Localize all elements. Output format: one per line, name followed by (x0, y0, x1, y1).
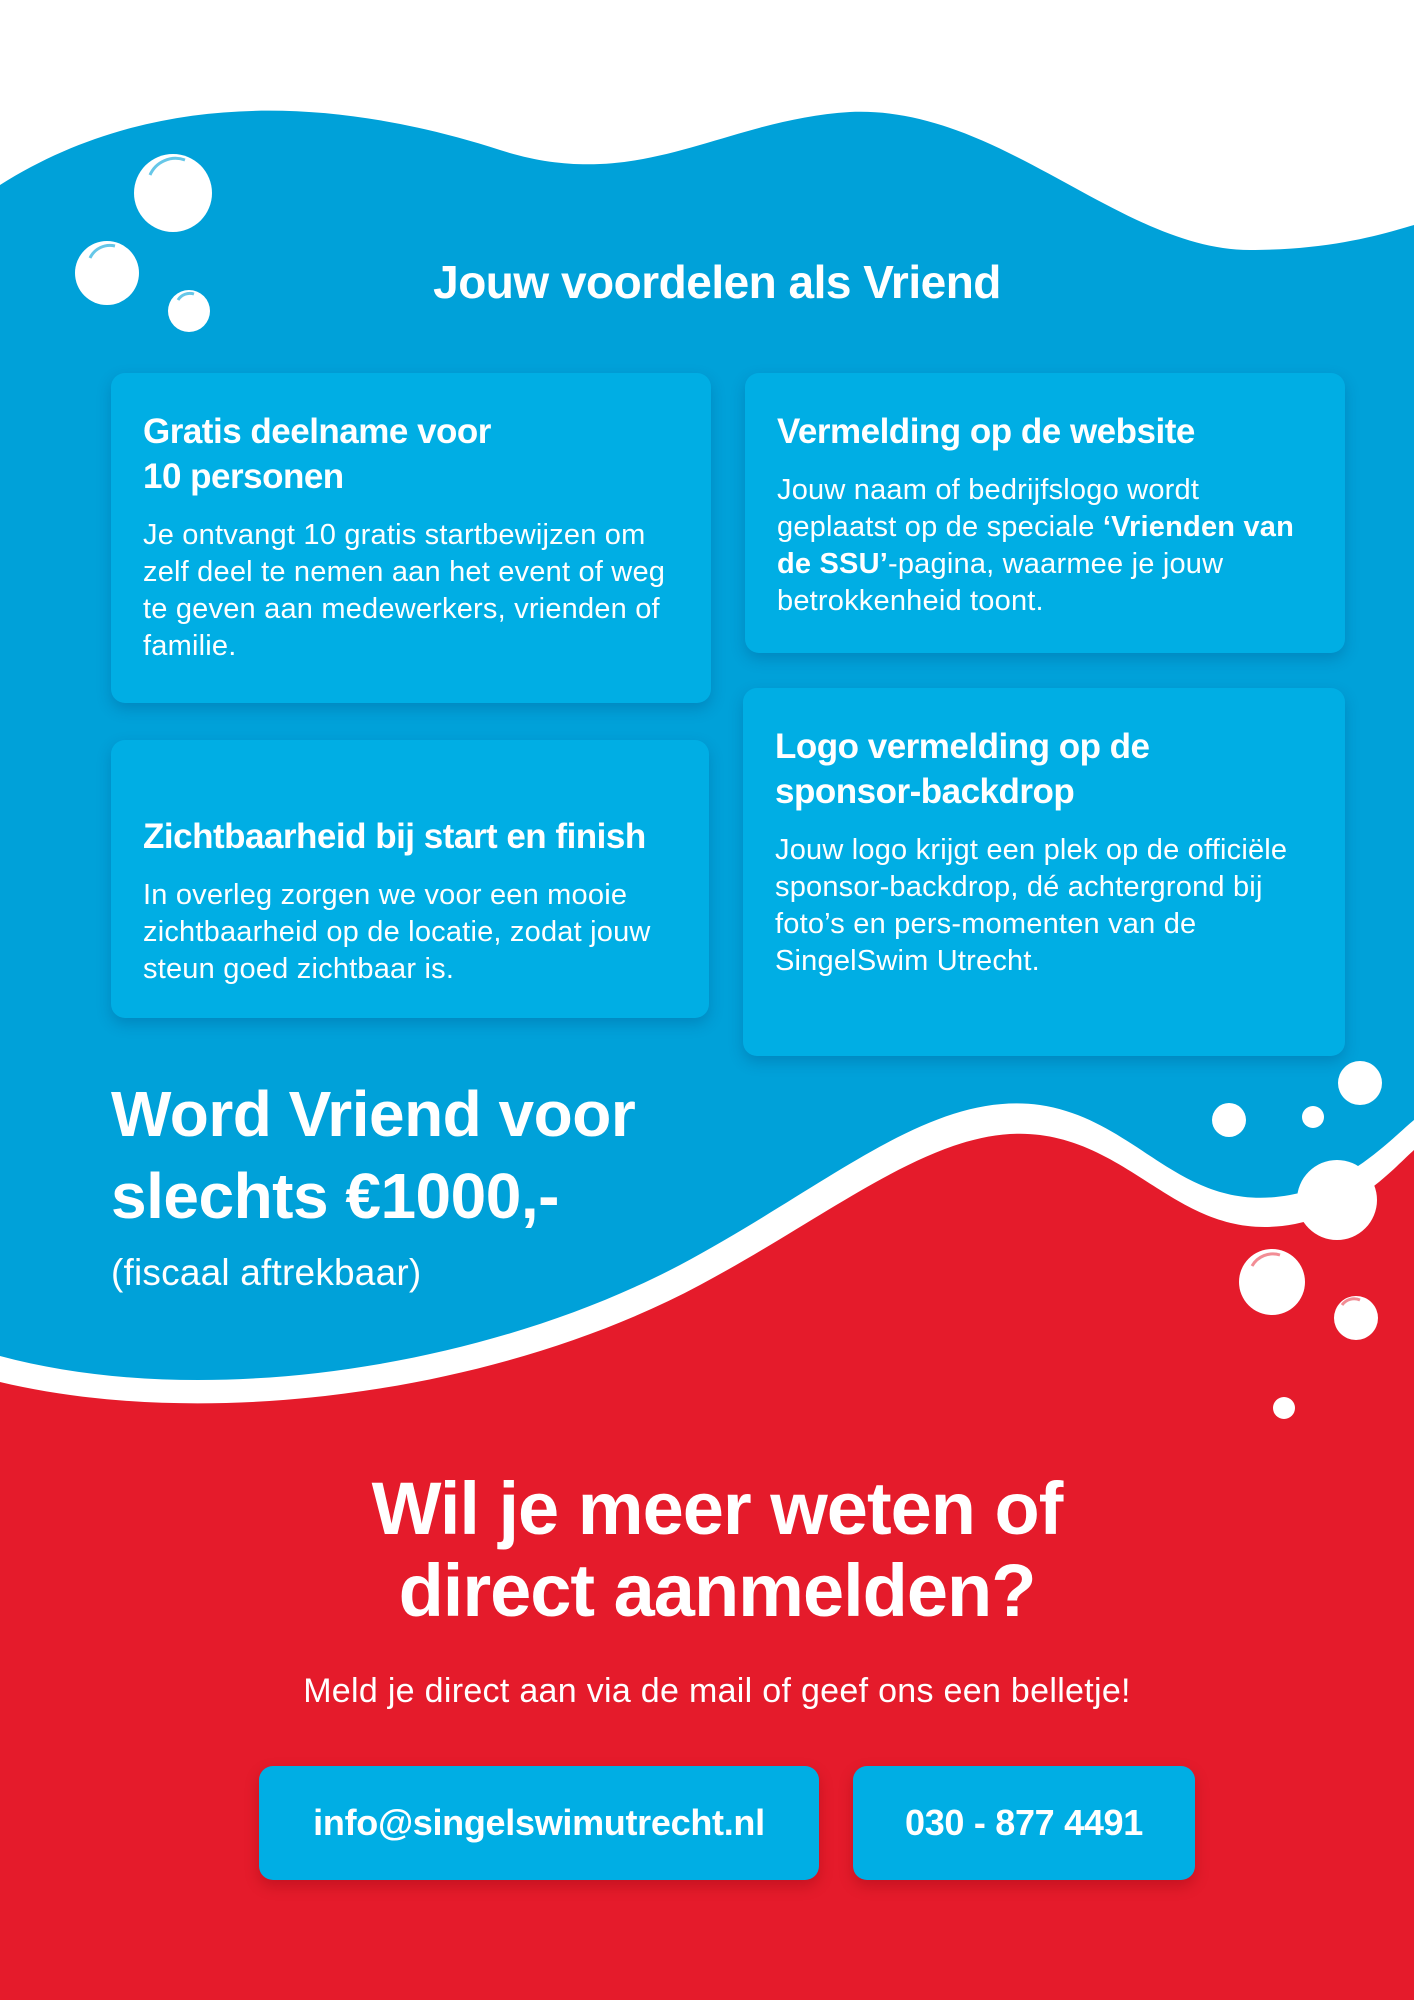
benefit-text: Jouw logo krijgt een plek op de officiële sponsor-backdrop, dé achtergrond bij foto’s en pers-momenten van de SingelSwim Utrecht. (775, 834, 1288, 977)
benefit-text: Je ontvangt 10 gratis startbewijzen om zelf deel te nemen aan het event of weg te geven aan medewerkers, vrienden of familie. (143, 519, 666, 662)
tax-note: (fiscaal aftrekbaar) (111, 1252, 422, 1293)
page-title: Jouw voordelen als Vriend (433, 256, 1001, 308)
benefit-title: Vermelding op de website (777, 412, 1195, 451)
benefit-card-free-entry (111, 373, 711, 703)
contact-subtitle: Meld je direct aan via de mail of geef ons een belletje! (303, 1672, 1131, 1710)
benefit-card-backdrop (743, 688, 1345, 1056)
email-button[interactable]: info@singelswimutrecht.nl (259, 1766, 819, 1880)
benefit-text: Jouw naam of bedrijfslogo wordt geplaatst op de speciale ‘Vrienden van de SSU’-pagina, waarmee je jouw betrokkenheid toont. (777, 474, 1295, 617)
phone-button[interactable]: 030 - 877 4491 (853, 1766, 1195, 1880)
benefit-title: Logo vermelding op de sponsor-backdrop (775, 727, 1150, 811)
benefit-title: Gratis deelname voor 10 personen (143, 412, 491, 496)
benefit-title: Zichtbaarheid bij start en finish (143, 817, 646, 856)
contact-heading: Wil je meer weten of direct aanmelden? (371, 1467, 1063, 1632)
benefit-card-visibility (111, 740, 709, 1018)
benefit-text: In overleg zorgen we voor een mooie zichtbaarheid op de locatie, zodat jouw steun goed zichtbaar is. (143, 879, 651, 985)
benefit-card-website (745, 373, 1345, 653)
price-offer: Word Vriend voor slechts €1000,- (111, 1078, 636, 1232)
